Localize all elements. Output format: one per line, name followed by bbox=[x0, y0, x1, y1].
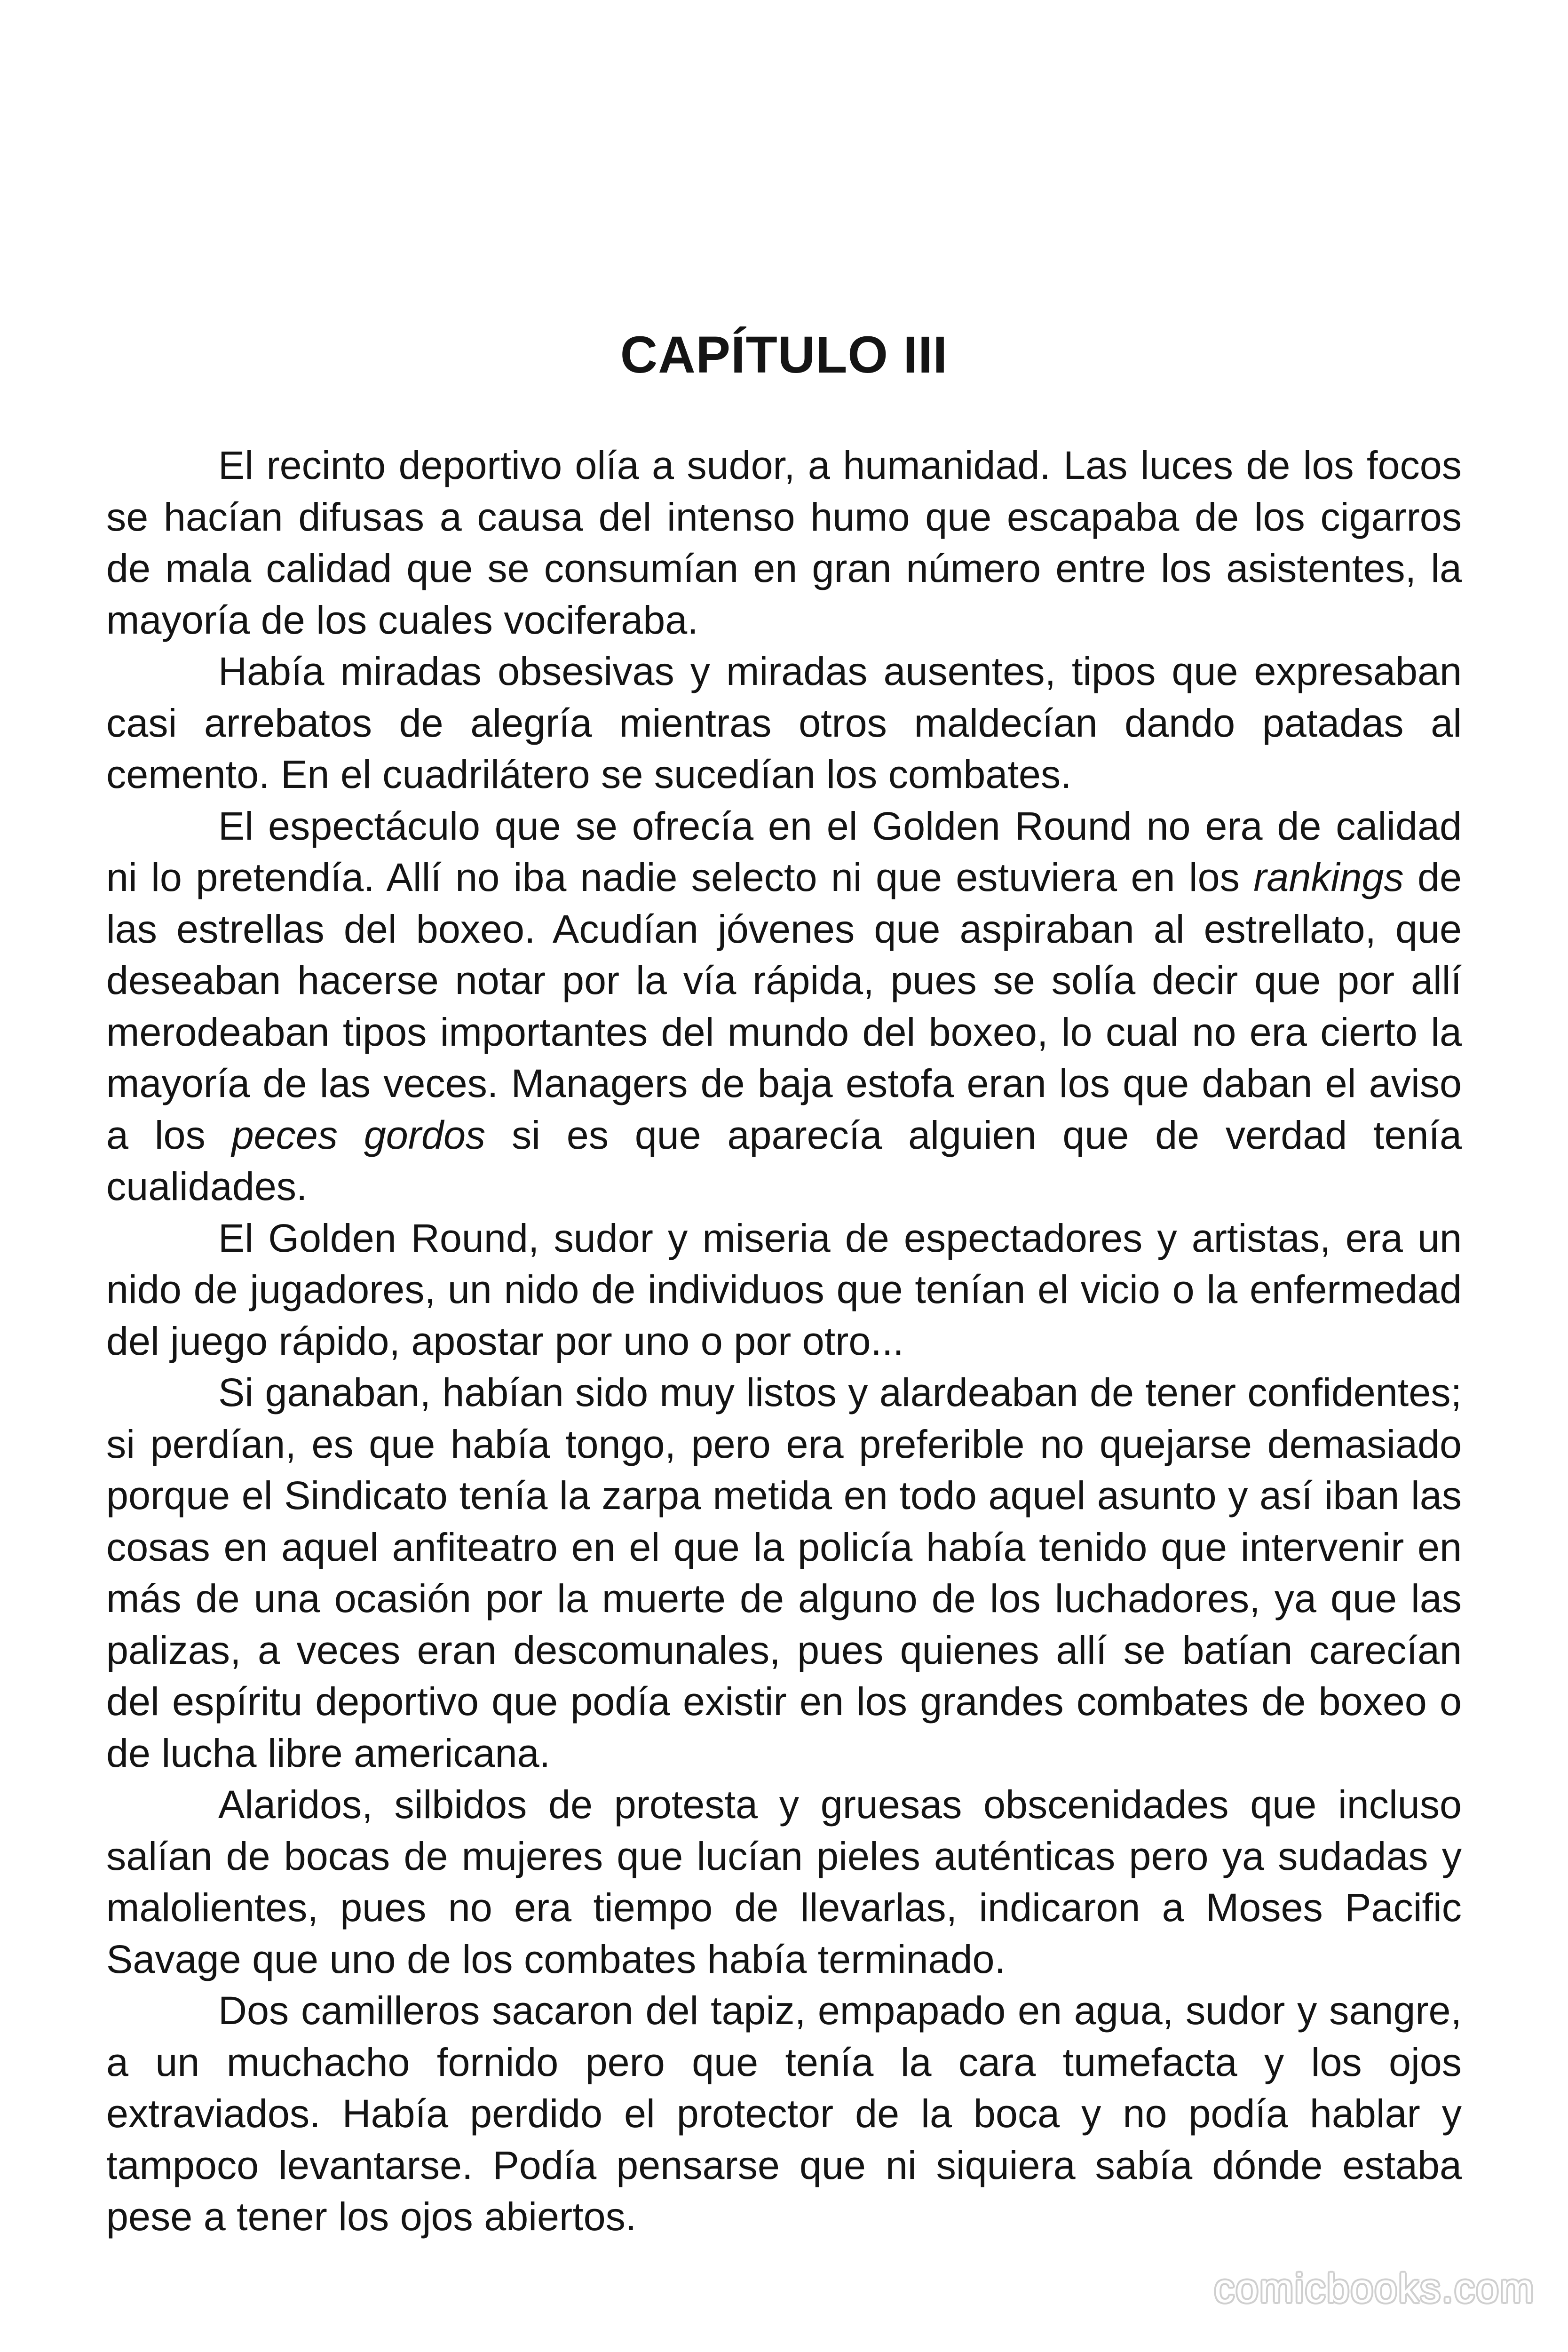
watermark: comicbooks.com bbox=[1214, 2266, 1535, 2311]
paragraph: Alaridos, silbidos de protesta y gruesas obscenidades que incluso salían de bocas de mujeres que lucían pieles auténticas pero ya sudadas y malolientes, pues no era tiempo de llevarlas, indicaron a Moses Pacific Savage que uno de los combates había terminado. bbox=[106, 1782, 1462, 1981]
paragraph: Dos camilleros sacaron del tapiz, empapado en agua, sudor y sangre, a un muchacho fornido pero que tenía la cara tumefacta y los ojos extraviados. Había perdido el protector de la boca y no podía hablar y tampoco levantarse. Podía pensarse que ni siquiera sabía dónde estaba pese a tener los ojos abiertos. bbox=[106, 1988, 1462, 2239]
paragraph-text: de las estrellas del boxeo. Acudían jóvenes que aspiraban al estrellato, que deseaban hacerse notar por la vía rápida, pues se solía decir que por allí merodeaban tipos importantes del mundo del boxeo, lo cual no era cierto la mayoría de las veces. Managers de baja estofa eran los que daban el aviso a los bbox=[106, 855, 1462, 1157]
paragraph: El recinto deportivo olía a sudor, a humanidad. Las luces de los focos se hacían difusas a causa del intenso humo que escapaba de los cigarros de mala calidad que se consumían en gran número entre los asistentes, la mayoría de los cuales vociferaba. bbox=[106, 443, 1462, 642]
paragraph: El Golden Round, sudor y miseria de espectadores y artistas, era un nido de jugadores, un nido de individuos que tenían el vicio o la enfermedad del juego rápido, apostar por uno o por otro... bbox=[106, 1216, 1462, 1363]
paragraph: Había miradas obsesivas y miradas ausentes, tipos que expresaban casi arrebatos de alegría mientras otros maldecían dando patadas al cemento. En el cuadrilátero se sucedían los combates. bbox=[106, 649, 1462, 796]
italic-term: rankings bbox=[1253, 855, 1404, 899]
chapter-title: CAPÍTULO III bbox=[620, 326, 948, 384]
paragraph-text: si es que aparecía alguien que de verdad tenía cualidades. bbox=[106, 1112, 1462, 1208]
paragraph-text: El espectáculo que se ofrecía en el Golden Round no era de calidad ni lo pretendía. Allí no iba nadie selecto ni que estuviera en los bbox=[106, 803, 1462, 899]
body-text bbox=[106, 440, 1462, 2243]
italic-term: peces gordos bbox=[231, 1112, 486, 1157]
paragraph bbox=[106, 801, 1462, 1213]
paragraph: Si ganaban, habían sido muy listos y alardeaban de tener confidentes; si perdían, es que había tongo, pero era preferible no quejarse demasiado porque el Sindicato tenía la zarpa metida en todo aquel asunto y así iban las cosas en aquel anfiteatro en el que la policía había tenido que intervenir en más de una ocasión por la muerte de alguno de los luchadores, ya que las palizas, a veces eran descomunales, pues quienes allí se batían carecían del espíritu deportivo que podía existir en los grandes combates de boxeo o de lucha libre americana. bbox=[106, 1370, 1462, 1775]
